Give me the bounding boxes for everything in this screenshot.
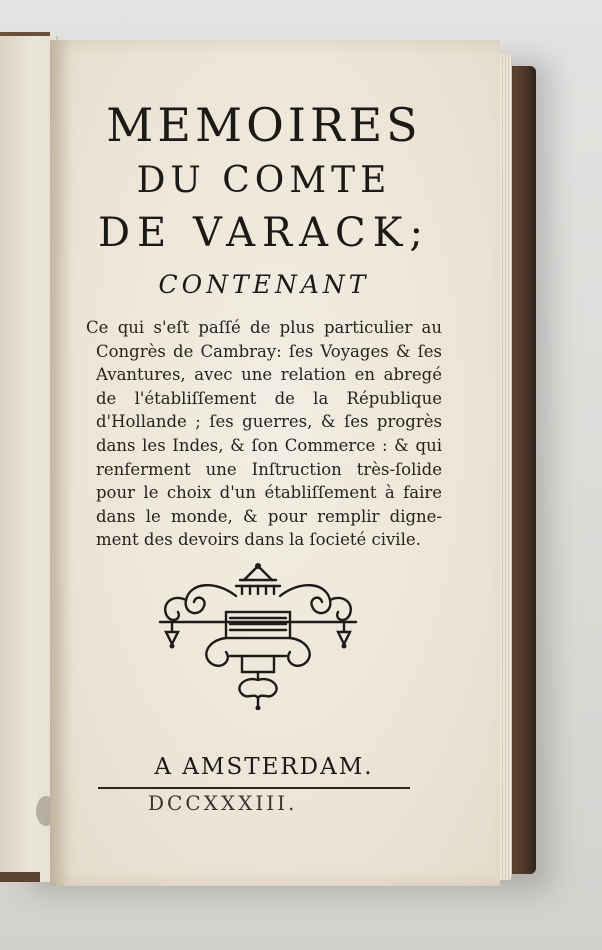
- title-line-2: DU COMTE: [136, 160, 392, 201]
- imprint-rule: [98, 787, 410, 789]
- fleuron-basket-ornament-icon: [156, 560, 360, 710]
- description-line: Avantures, avec une relation en abregé: [96, 365, 442, 385]
- page-gutter-shadow: [50, 40, 72, 886]
- description-line: dans le monde, & pour remplir digne-: [96, 506, 442, 526]
- description-line: renferment une Inſtruction très-ſolide: [96, 459, 442, 479]
- description-line: pour le choix d'un établiſſement à faire: [96, 483, 442, 503]
- description-block: [86, 316, 442, 552]
- description-line: ment des devoirs dans la ſocieté civile.: [96, 530, 421, 550]
- title-line-1: MEMOIRES: [106, 98, 422, 152]
- subtitle-contenant: CONTENANT: [158, 270, 370, 299]
- imprint-year: DCCXXXIII.: [148, 791, 298, 815]
- description-line: d'Hollande ; ſes guerres, & ſes progrès: [96, 412, 442, 432]
- description-line: de l'établiſſement de la République: [96, 388, 442, 408]
- title-line-3: DE VARACK;: [97, 210, 430, 256]
- description-line: Congrès de Cambray: ſes Voyages & ſes: [96, 341, 442, 361]
- description-line: dans les Indes, & ſon Commerce : & qui: [96, 435, 442, 455]
- imprint-place: A AMSTERDAM.: [154, 754, 374, 780]
- description-line: Ce qui s'eſt paſſé de plus particulier au: [86, 318, 442, 337]
- left-cover-bottom: [0, 872, 40, 882]
